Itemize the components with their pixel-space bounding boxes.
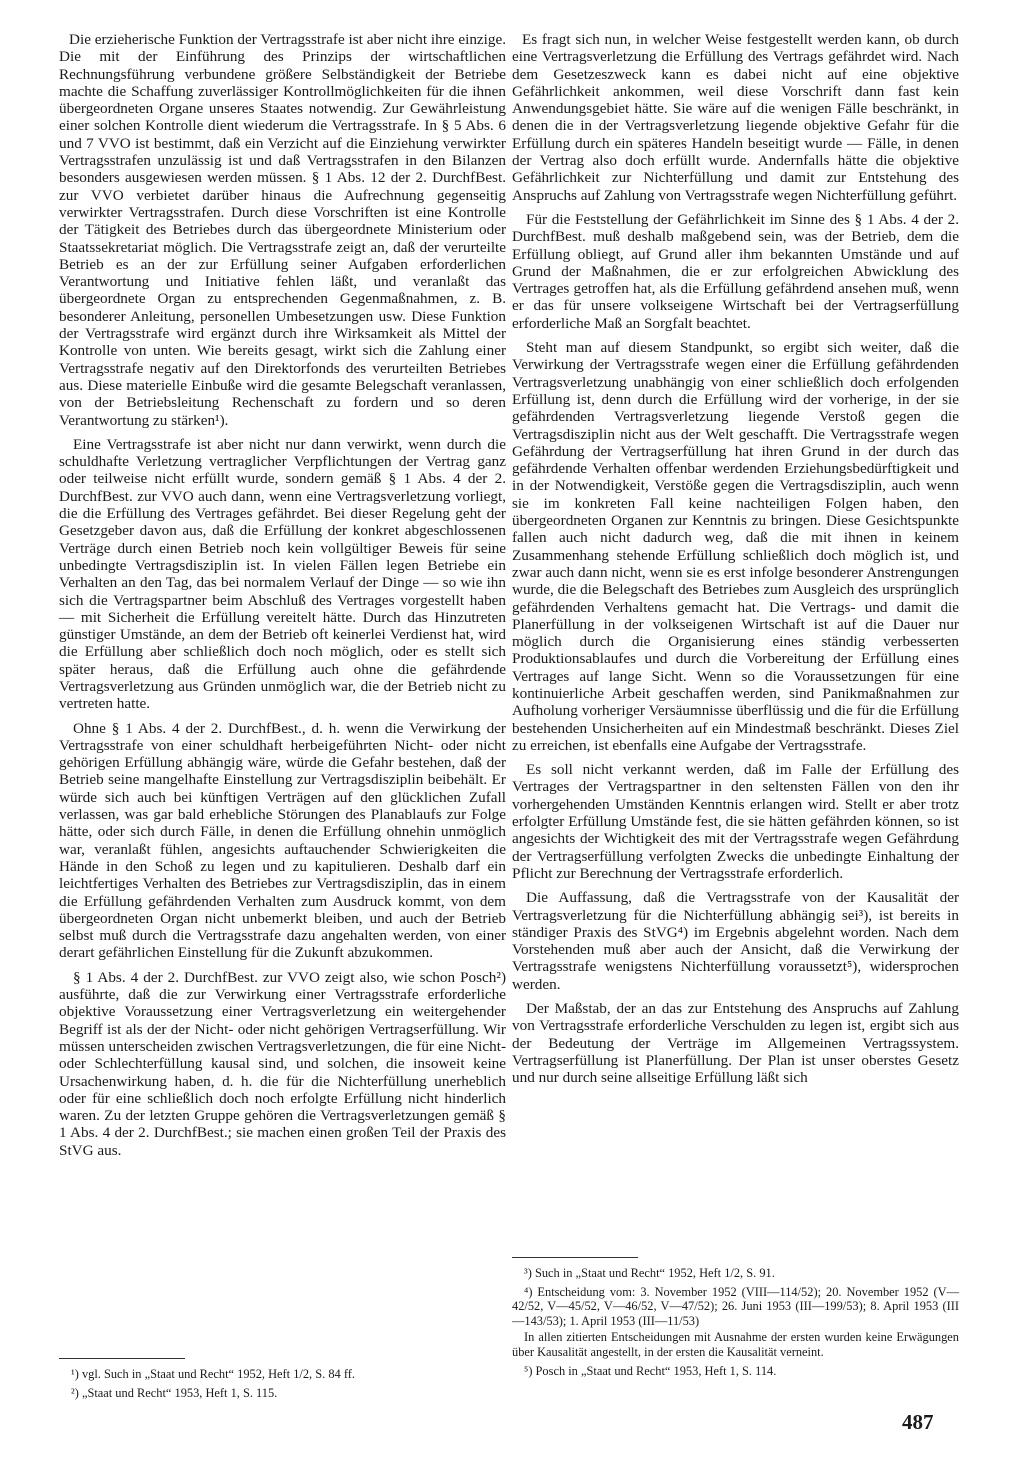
footnotes-left (59, 1358, 506, 1404)
left-paragraph-1: Die erzieherische Funktion der Vertragsstrafe ist aber nicht ihre einzige. Die mit der Einführung des Prinzips der wirtschaftlichen Rechnungsführung verbundene größere Selbständigkeit der Betriebe machte die Schaffung zuverlässiger Kontrollmöglichkeiten für die ihnen übergeordneten Organe unseres Staates notwendig. Zur Gewährleistung einer solchen Kontrolle dient wiederum die Vertragsstrafe. In § 5 Abs. 6 und 7 VVO ist bestimmt, daß ein Verzicht auf die Einziehung verwirkter Vertragsstrafen unzulässig ist und daß Vertragsstrafen in den Bilanzen besonders ausgewiesen werden müssen. § 1 Abs. 12 der 2. DurchfBest. zur VVO verbietet darüber hinaus die Aufrechnung gegenseitig verwirkter Vertragsstrafen. Durch diese Vorschriften ist eine Kontrolle der Tätigkeit des Betriebes durch das übergeordnete Ministerium oder Staatssekretariat möglich. Die Vertragsstrafe zeigt an, daß der verurteilte Betrieb es an der zur Erfüllung seiner Aufgaben erforderlichen Verantwortung und Initiative fehlen läßt, und veranlaßt das übergeordnete Organ zu entsprechenden Gegenmaßnahmen, z. B. besonderer Anleitung, personellen Umbesetzungen usw. Diese Funktion der Vertragsstrafe wird ergänzt durch ihre Wirksamkeit als Mittel der Kontrolle von unten. Wie bereits gesagt, wirkt sich die Zahlung einer Vertragsstrafe negativ auf den Direktorfonds des verurteilten Betriebes aus. Diese materielle Einbuße wird die gesamte Belegschaft veranlassen, von der Betriebsleitung Rechenschaft zu fordern und so deren Verantwortung zu stärken¹). (59, 31, 506, 429)
footnote-divider (59, 1358, 185, 1359)
footnote-1: ¹) vgl. Such in „Staat und Recht“ 1952, Heft 1/2, S. 84 ff. (71, 1367, 355, 1381)
footnote-3: ³) Such in „Staat und Recht“ 1952, Heft 1/2, S. 91. (524, 1266, 775, 1280)
footnote-2: ²) „Staat und Recht“ 1953, Heft 1, S. 115. (71, 1385, 278, 1400)
left-paragraph-2: Eine Vertragsstrafe ist aber nicht nur dann verwirkt, wenn durch die schuldhafte Verletzung vertraglicher Verpflichtungen der Vertrag ganz oder teilweise nicht erfüllt wurde, sondern gemäß § 1 Abs. 4 der 2. DurchfBest. zur VVO auch dann, wenn eine Vertragsverletzung vorliegt, die die Erfüllung des Vertrages gefährdet. Bei dieser Regelung geht der Gesetzgeber davon aus, daß die Erfüllung der konkret abgeschlossenen Verträge durch einen Betrieb noch kein vollgültiger Beweis für seine unbedingte Vertragsdisziplin ist. In vielen Fällen legen Betriebe ein Verhalten an den Tag, das bei normalem Verlauf der Dinge — so wie ihn sich die Vertragspartner beim Abschluß des Vertrages vorgestellt haben — mit Sicherheit die Erfüllung vereitelt hätte. Durch das Hinzutreten günstiger Umstände, an dem der Betrieb oft keinerlei Verdienst hat, wird die Erfüllung aber schließlich doch noch möglich, oder es stellt sich später heraus, daß die Erfüllung auch ohne die gefährdende Vertragsverletzung aus Gründen unmöglich war, die der Betrieb nicht zu vertreten hatte. (59, 435, 506, 713)
page-number: 487 (902, 1410, 934, 1434)
right-paragraph-5: Die Auffassung, daß die Vertragsstrafe von der Kausalität der Vertragsverletzung für die Nichterfüllung abhängig sei³), ist bereits in ständiger Praxis des StVG⁴) im Ergebnis abgelehnt worden. Nach dem Vorstehenden muß aber auch der Ansicht, daß die Verwirkung der Vertragsstrafe wenigstens Nichterfüllung voraussetzt⁵), widersprochen werden. (512, 889, 959, 993)
right-paragraph-1: Es fragt sich nun, in welcher Weise festgestellt werden kann, ob durch eine Vertragsverletzung die Erfüllung des Vertrags gefährdet wird. Nach dem Gesetzeszweck kann es dabei nicht auf eine objektive Gefährlichkeit ankommen, weil diese Vorschrift dann fast kein Anwendungsgebiet hätte. Sie wäre auf die wenigen Fälle beschränkt, in denen die in der Vertragsverletzung liegende objektive Gefahr für die Erfüllung durch ein späteres Handeln beseitigt wurde — Fälle, in denen der Vertrag also doch erfüllt wurde. Andernfalls hätte die objektive Gefährlichkeit zur Nichterfüllung und damit zur Entstehung des Anspruchs auf Zahlung von Vertragsstrafe wegen Nichterfüllung geführt. (512, 31, 959, 204)
footnote-divider (512, 1257, 638, 1258)
footnotes-right (512, 1257, 959, 1382)
footnote-5: ⁵) Posch in „Staat und Recht“ 1953, Heft 1, S. 114. (524, 1363, 777, 1378)
left-paragraph-4: § 1 Abs. 4 der 2. DurchfBest. zur VVO zeigt also, wie schon Posch²) ausführte, daß die zur Verwirkung einer Vertragsstrafe erforderliche objektive Voraussetzung einer Vertragsverletzung ein weitergehender Begriff ist als der der Nicht- oder nicht gehörigen Vertragserfüllung. Wir müssen unterscheiden zwischen Vertragsverletzungen, die für eine Nicht- oder Schlechterfüllung kausal sind, und solchen, die insoweit keine Ursachenwirkung haben, d. h. die für die Nichterfüllung unerheblich oder für eine schließlich doch noch erfolgte Erfüllung nicht hinderlich waren. Zu der letzten Gruppe gehören die Vertragsverletzungen gemäß § 1 Abs. 4 der 2. DurchfBest.; sie machen einen großen Teil der Praxis des StVG aus. (59, 968, 506, 1159)
right-paragraph-4: Es soll nicht verkannt werden, daß im Falle der Erfüllung des Vertrages der Vertragspartner in den seltensten Fällen von den ihr vorhergehenden Umständen Kenntnis erlangen wird. Stellt er aber trotz erfolgter Erfüllung Umstände fest, die sie hätten gefährden können, so ist angesichts der Wichtigkeit des mit der Vertragsstrafe wegen Gefährdung der Vertragserfüllung verfolgten Zwecks die unbedingte Einhaltung der Pflicht zur Berechnung der Vertragsstrafe erforderlich. (512, 761, 959, 882)
right-column (512, 31, 959, 1094)
right-paragraph-2: Für die Feststellung der Gefährlichkeit im Sinne des § 1 Abs. 4 der 2. DurchfBest. muß deshalb maßgebend sein, was der Betrieb, dem die Erfüllung obliegt, auf Grund aller ihm bekannten Umstände und auf Grund der Maßnahmen, die er zur erfolgreichen Abwicklung des Vertrages getroffen hat, als die Erfüllung gefährdend ansehen muß, wenn er das für unsere volkseigene Wirtschaft bei der Vertragserfüllung erforderliche Maß an Sorgfalt beachtet. (512, 210, 959, 332)
footnote-4-note: In allen zitierten Entscheidungen mit Ausnahme der ersten wurden keine Erwägungen über Kausalität angestellt, in der ersten die Kausalität verneint. (512, 1330, 959, 1359)
right-paragraph-3: Steht man auf diesem Standpunkt, so ergibt sich weiter, daß die Verwirkung der Vertragsstrafe wegen einer die Erfüllung gefährdenden Vertragsverletzung unabhängig von einer schließlich doch erfolgenden Erfüllung ist, denn durch die Erfüllung wird der vorherige, in der sie gefährdenden Vertragsverletzung liegende Verstoß gegen die Vertragsdisziplin nicht aus der Welt geschafft. Die Vertragsstrafe wegen Gefährdung der Vertragserfüllung hat ihren Grund in der durch das gefährdende Verhalten offenbar werdenden Erziehungsbedürftigkeit und in der Notwendigkeit, Verstöße gegen die Vertragsdisziplin, auch wenn sie im konkreten Fall keine nachteiligen Folgen haben, den übergeordneten Organen zur Kenntnis zu bringen. Diese Gesichtspunkte fallen auch nicht dadurch weg, daß die mit ihnen in keinem Zusammenhang stehende Erfüllung schließlich doch möglich ist, und zwar auch dann nicht, wenn sie es erst infolge besonderer Anstrengungen wurde, die die Belegschaft des Betriebes zum Ausgleich des ursprünglich gefährdenden Verhaltens gemacht hat. Die Vertrags- und damit die Planerfüllung in der volkseigenen Wirtschaft ist auf die Dauer nur möglich durch die Organisierung eines ständig verbesserten Produktionsablaufes und durch die Vorbereitung der Erfüllung eines Vertrages auf lange Sicht. Wenn so die Voraussetzungen für eine kontinuierliche Arbeit geschaffen werden, sind Panikmaßnahmen zur Aufholung vorheriger Versäumnisse überflüssig und die für die Erfüllung bestehenden Unsicherheiten auf ein Mindestmaß beschränkt. Dieses Ziel zu erreichen, ist ebenfalls eine Aufgabe der Vertragsstrafe. (512, 339, 959, 754)
footnote-4: ⁴) Entscheidung vom: 3. November 1952 (VIII—114/52); 20. November 1952 (V—42/52, V—45/52, V—46/52, V—47/52); 26. Juni 1953 (III—199/53); 8. April 1953 (III—143/53); 1. April 1953 (III—11/53) (512, 1284, 959, 1328)
left-paragraph-3: Ohne § 1 Abs. 4 der 2. DurchfBest., d. h. wenn die Verwirkung der Vertragsstrafe von einer schuldhaft herbeigeführten Nicht- oder nicht gehörigen Erfüllung abhängig wäre, würde die Gefahr bestehen, daß der Betrieb seine mangelhafte Einstellung zur Vertragsdisziplin beibehält. Er würde sich auch bei künftigen Verträgen auf den glücklichen Zufall verlassen, was gar bald erhebliche Störungen des Planablaufs zur Folge hätte, oder sich durch Fälle, in denen die Erfüllung ohnehin unmöglich war, veranlaßt fühlen, angesichts auftauchender Schwierigkeiten die Hände in den Schoß zu legen und zu kapitulieren. Deshalb darf ein leichtfertiges Verhalten des Betriebes zur Vertragsdisziplin, das in einem die Erfüllung gefährdenden Verhalten zum Ausdruck kommt, von dem übergeordneten Organ nicht unbemerkt bleiben, und auch der Betrieb selbst muß durch die Vertragsstrafe dazu angehalten werden, von einer derart gefährlichen Einstellung für die Zukunft abzukommen. (59, 719, 506, 962)
right-paragraph-6: Der Maßstab, der an das zur Entstehung des Anspruchs auf Zahlung von Vertragsstrafe erforderliche Verschulden zu legen ist, ergibt sich aus der Bedeutung der Verträge im Allgemeinen Vertragssystem. Vertragserfüllung ist Planerfüllung. Der Plan ist unser oberstes Gesetz und nur durch seine allseitige Erfüllung läßt sich (512, 1000, 959, 1087)
left-column (59, 31, 506, 1166)
